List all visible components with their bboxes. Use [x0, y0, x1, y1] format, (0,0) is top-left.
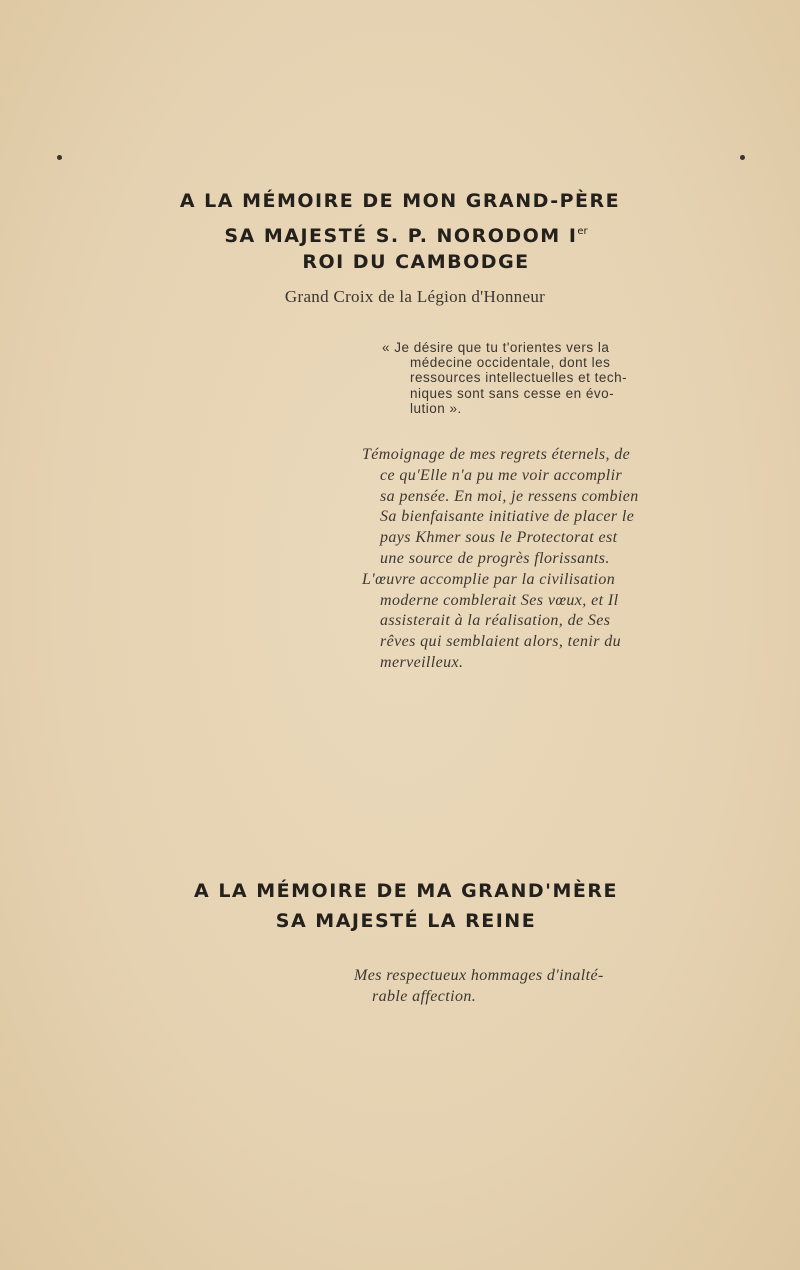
dedication-line: rable affection. [372, 987, 477, 1005]
quote-line: « Je désire que tu t'orientes vers la [382, 340, 610, 355]
page-dot-left [57, 155, 62, 160]
dedication-line: pays Khmer sous le Protectorat est [380, 529, 618, 547]
dedication-line: moderne comblerait Ses vœux, et Il [380, 591, 619, 609]
dedication-line: rêves qui semblaient alors, tenir du [380, 633, 622, 651]
section1-heading-line1: A LA MÉMOIRE DE MON GRAND-PÈRE [179, 190, 621, 212]
dedication-line: Mes respectueux hommages d'inalté- [354, 967, 604, 984]
section2-heading-line1: A LA MÉMOIRE DE MA GRAND'MÈRE [194, 880, 618, 902]
section2-dedication [354, 966, 684, 1008]
dedication-line: L'œuvre accomplie par la civilisation [362, 570, 616, 588]
dedication-line: merveilleux. [380, 653, 464, 671]
dedication-line: Témoignage de mes regrets éternels, de [362, 446, 631, 463]
dedication-line: ce qu'Elle n'a pu me voir accomplir [380, 466, 623, 484]
section1-heading-line3: ROI DU CAMBODGE [302, 251, 530, 273]
section1-heading-line2-text: SA MAJESTÉ S. P. NORODOM I [224, 225, 578, 247]
section1-heading-line2-sup: er [577, 226, 588, 237]
dedication-line: sa pensée. En moi, je ressens combien [380, 487, 639, 505]
section1-dedication [362, 445, 664, 674]
quote-line: ressources intellectuelles et tech- [410, 370, 628, 386]
section1-subtitle: Grand Croix de la Légion d'Honneur [284, 287, 546, 306]
dedication-line: une source de progrès florissants. [380, 549, 610, 567]
quote-line: médecine occidentale, dont les [410, 355, 611, 371]
section2-heading-line2: SA MAJESTÉ LA REINE [275, 910, 537, 932]
page-dot-right [740, 155, 745, 160]
section1-heading-line2 [6, 217, 800, 251]
section1-quote [382, 340, 644, 416]
quote-line: niques sont sans cesse en évo- [410, 385, 615, 401]
dedication-line: Sa bienfaisante initiative de placer le [380, 508, 635, 526]
quote-line: lution ». [410, 400, 462, 416]
dedication-line: assisterait à la réalisation, de Ses [380, 612, 611, 630]
